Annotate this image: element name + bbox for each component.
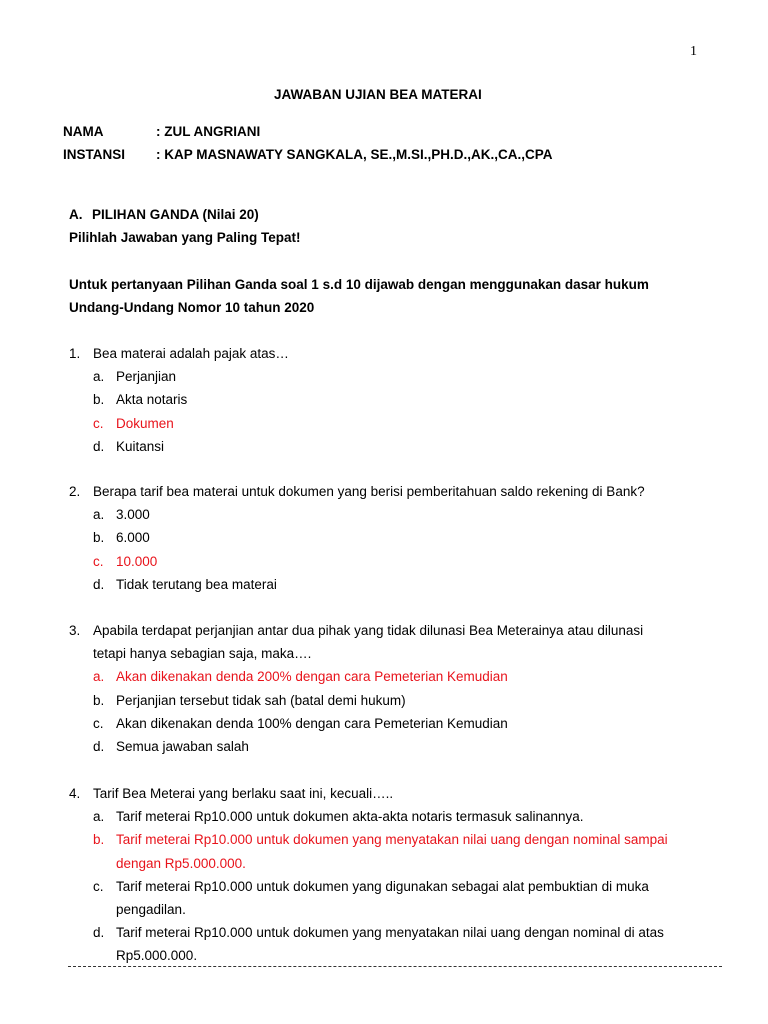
option-text: 6.000 xyxy=(116,530,150,546)
document-title: JAWABAN UJIAN BEA MATERAI xyxy=(274,87,482,102)
question-3-number: 3. xyxy=(69,623,81,638)
option-letter: d. xyxy=(93,438,105,454)
question-2-text: Berapa tarif bea materai untuk dokumen yang berisi pemberitahuan saldo rekening di Bank? xyxy=(93,484,645,499)
section-marker: A. xyxy=(69,207,83,222)
option-letter: b. xyxy=(93,530,105,546)
option-text: Semua jawaban salah xyxy=(116,739,249,754)
question-4-number: 4. xyxy=(69,786,81,801)
answer-option-text: dengan Rp5.000.000. xyxy=(116,855,246,871)
option-letter: d. xyxy=(93,925,105,941)
option-letter: c. xyxy=(93,415,104,431)
question-3-text: Apabila terdapat perjanjian antar dua pihak yang tidak dilunasi Bea Meterainya atau dilunasi xyxy=(93,623,644,638)
answer-option-text: 10.000 xyxy=(116,553,158,569)
page-divider xyxy=(68,966,722,967)
option-letter: c. xyxy=(93,878,104,894)
option-text: Perjanjian tersebut tidak sah (batal demi hukum) xyxy=(116,692,406,708)
option-text: Kuitansi xyxy=(116,438,165,454)
section-heading: PILIHAN GANDA (Nilai 20) xyxy=(92,207,259,222)
option-text: Akan dikenakan denda 100% dengan cara Pemeterian Kemudian xyxy=(116,715,508,731)
option-text: Tarif meterai Rp10.000 untuk dokumen akta-akta notaris termasuk salinannya. xyxy=(116,809,584,825)
option-letter: d. xyxy=(93,576,105,592)
question-4-text: Tarif Bea Meterai yang berlaku saat ini, kecuali….. xyxy=(93,786,394,801)
instansi-value: : KAP MASNAWATY SANGKALA, SE.,M.SI.,PH.D.,AK.,CA.,CPA xyxy=(156,147,553,162)
option-text: Tidak terutang bea materai xyxy=(116,576,277,592)
option-text: Tarif meterai Rp10.000 untuk dokumen yang menyatakan nilai uang dengan nominal di atas xyxy=(116,925,664,941)
legal-basis-note-line1: Untuk pertanyaan Pilihan Ganda soal 1 s.d 10 dijawab dengan menggunakan dasar hukum xyxy=(69,277,649,292)
option-letter: b. xyxy=(93,392,105,408)
option-letter: a. xyxy=(93,507,105,523)
option-letter: d. xyxy=(93,739,105,754)
question-1-number: 1. xyxy=(69,346,81,361)
option-text: 3.000 xyxy=(116,507,150,523)
legal-basis-note-line2: Undang-Undang Nomor 10 tahun 2020 xyxy=(69,300,315,315)
option-text: Tarif meterai Rp10.000 untuk dokumen yang digunakan sebagai alat pembuktian di muka xyxy=(116,878,649,894)
option-text: Akta notaris xyxy=(116,392,188,408)
option-letter: a. xyxy=(93,669,105,685)
question-2-number: 2. xyxy=(69,484,81,499)
answer-option-text: Dokumen xyxy=(116,415,174,431)
option-letter: c. xyxy=(93,715,104,731)
option-letter: a. xyxy=(93,369,105,385)
option-letter: c. xyxy=(93,553,104,569)
answer-option-text: Tarif meterai Rp10.000 untuk dokumen yang menyatakan nilai uang dengan nominal sampai xyxy=(116,832,668,848)
option-letter: b. xyxy=(93,832,105,848)
page-number: 1 xyxy=(690,44,697,59)
option-text: Rp5.000.000. xyxy=(116,948,198,964)
option-text: pengadilan. xyxy=(116,902,186,917)
option-letter: a. xyxy=(93,809,105,825)
question-3-text: tetapi hanya sebagian saja, maka…. xyxy=(93,646,312,662)
answer-option-text: Akan dikenakan denda 200% dengan cara Pemeterian Kemudian xyxy=(116,669,508,685)
nama-value: : ZUL ANGRIANI xyxy=(156,124,261,139)
option-text: Perjanjian xyxy=(116,369,177,385)
option-letter: b. xyxy=(93,692,105,708)
nama-label: NAMA xyxy=(63,124,104,139)
instansi-label: INSTANSI xyxy=(63,147,126,162)
section-instruction: Pilihlah Jawaban yang Paling Tepat! xyxy=(69,230,301,245)
question-1-text: Bea materai adalah pajak atas… xyxy=(93,346,289,361)
